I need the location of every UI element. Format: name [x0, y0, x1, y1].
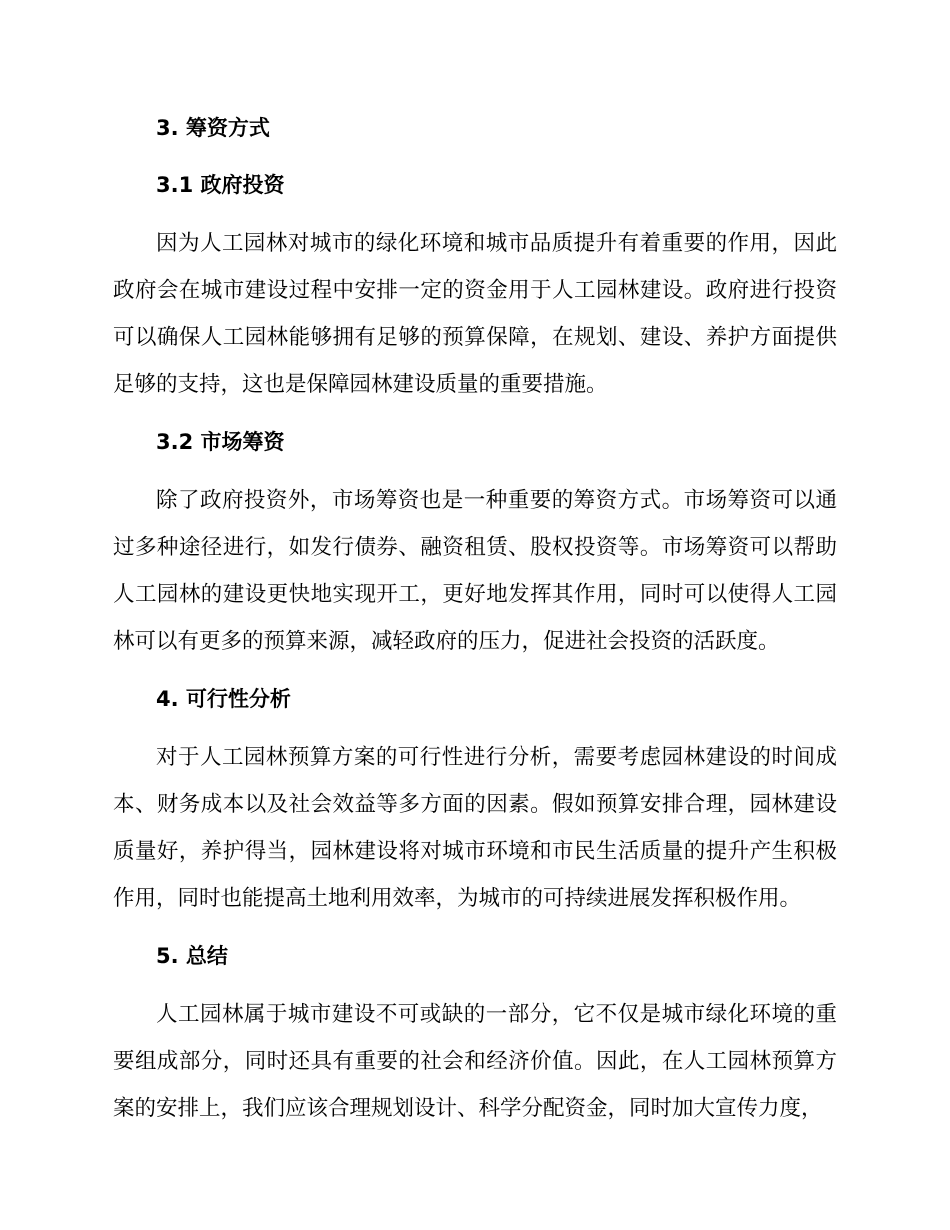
- section-heading-4: 4. 可行性分析: [156, 687, 291, 711]
- section-heading-3-2: 3.2 市场筹资: [156, 430, 285, 454]
- section-paragraph-3-1: 因为人工园林对城市的绿化环境和城市品质提升有着重要的作用，因此政府会在城市建设过程中安排一定的资金用于人工园林建设。政府进行投资可以确保人工园林能够拥有足够的预算保障，在规划、建设、养护方面提供足够的支持，这也是保障园林建设质量的重要措施。: [113, 231, 837, 397]
- section-paragraph-5: 人工园林属于城市建设不可或缺的一部分，它不仅是城市绿化环境的重要组成部分，同时还具有重要的社会和经济价值。因此，在人工园林预算方案的安排上，我们应该合理规划设计、科学分配资金，同时加大宣传力度，: [113, 1002, 837, 1121]
- section-heading-5: 5. 总结: [156, 944, 228, 968]
- document-body: [113, 106, 837, 1132]
- section-paragraph-4: 对于人工园林预算方案的可行性进行分析，需要考虑园林建设的时间成本、财务成本以及社会效益等多方面的因素。假如预算安排合理，园林建设质量好，养护得当，园林建设将对城市环境和市民生活质量的提升产生积极作用，同时也能提高土地利用效率，为城市的可持续进展发挥积极作用。: [113, 745, 837, 911]
- section-paragraph-3-2: 除了政府投资外，市场筹资也是一种重要的筹资方式。市场筹资可以通过多种途径进行，如发行债券、融资租赁、股权投资等。市场筹资可以帮助人工园林的建设更快地实现开工，更好地发挥其作用，同时可以使得人工园林可以有更多的预算来源，减轻政府的压力，促进社会投资的活跃度。: [113, 488, 837, 654]
- section-heading-3: 3. 筹资方式: [156, 116, 270, 140]
- section-heading-3-1: 3.1 政府投资: [156, 173, 285, 197]
